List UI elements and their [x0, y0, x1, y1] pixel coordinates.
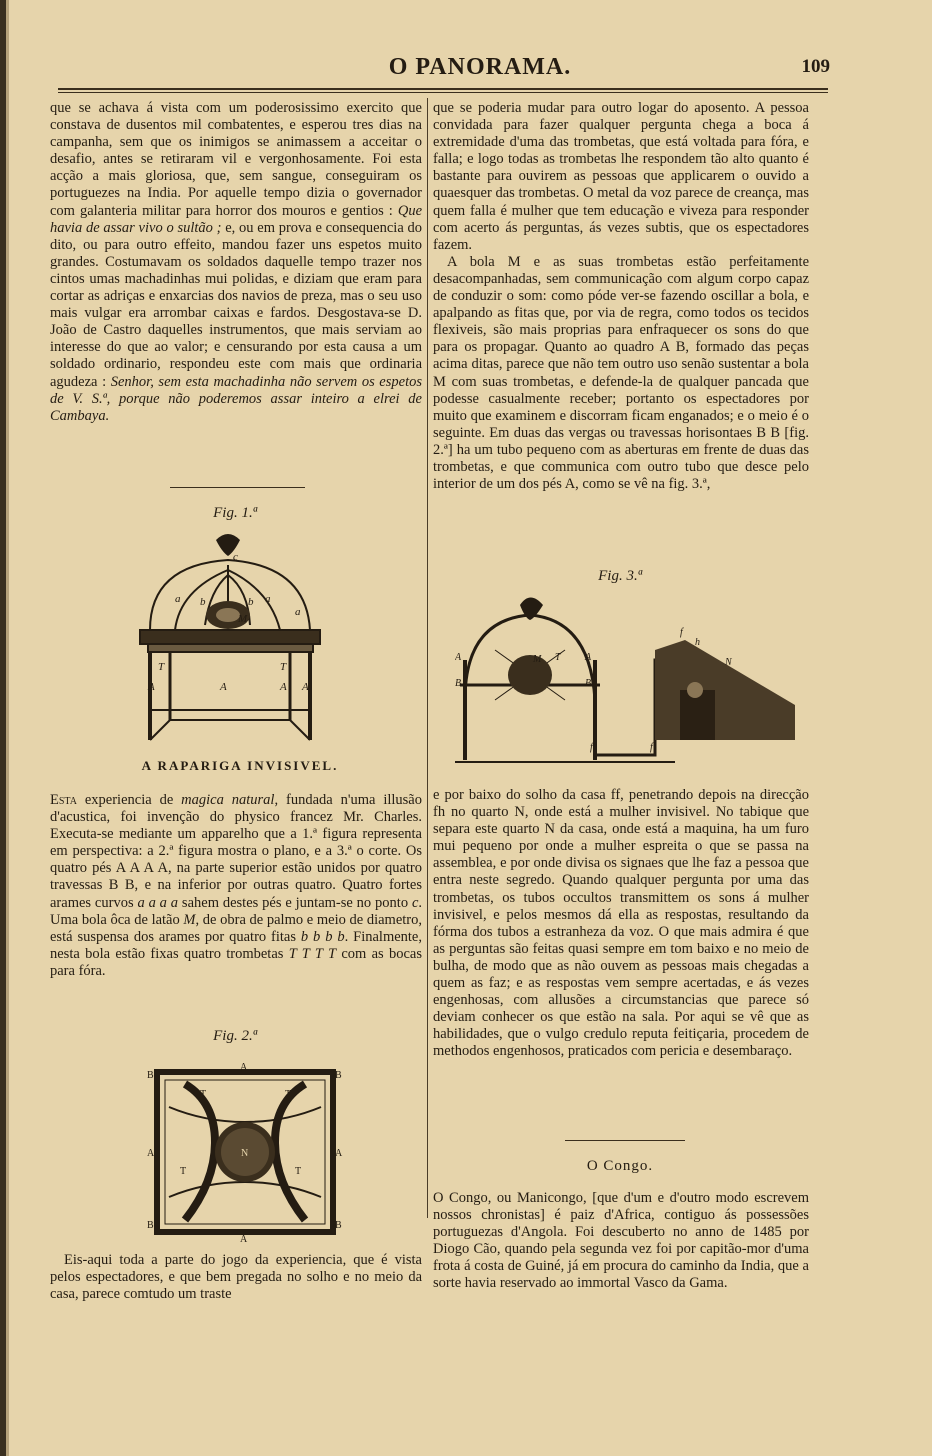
fig3-label-b1: B [455, 678, 462, 689]
right-paragraph-2: A bola M e as suas trombetas estão perfeitamente desacompanhadas, sem communicação com algum corpo capaz de conduzir o som: como póde ver-se fazendo oscillar a bola, e apalpando as fitas que, por via de regra, como todos os tecidos flexiveis, são mais proprias para enfraquecer os sons do que para os propagar. Quanto ao quadro A B, formado das peças acima ditas, parece que não tem outro uso senão sustentar a bola M com suas trombetas, e defende-la de qualquer pancada que podesse casualmente receber; portanto os espectadores por muito que examinem e discorram ficam enganados; e o meio é o seguinte. Em duas das vergas ou travessas horisontaes B B [fig. 2.ª] ha um tubo pequeno com as aberturas em frente de duas das trombetas, e que communica com outro tubo que desce pelo interior de um dos pés A, como se vê na fig. 3.ª, [433, 253, 809, 493]
fig3-label-a2: A [585, 652, 592, 663]
body-italic-4: M [183, 911, 196, 928]
intro-text-2: e, ou em prova e consequencia do dito, ou para outro effeito, mandou fazer uns espetos muito grandes. Costumavam os soldados daquelle tempo trazer nos cintos umas machadinhas mui polidas, e diziam que eram para cortar as adriças e enxarcias dos navios de preza, mas o seu uso mais vulgar era arrombar caixas e fardos. Desgostava-se D. João de Castro daquelles instrumentos, que mais serviam ao interesse do que ao valor; e censurando por esta causa a um soldado ordinario, respondeu este com mais que ordinaria agudeza : [50, 219, 423, 390]
fig1-label-b1: b [200, 596, 206, 608]
fig3-label-f1: f [590, 742, 593, 753]
body-text-4: . Uma bola ôca de latão [50, 894, 423, 928]
left-closing-text [50, 1252, 422, 1303]
intro-text-1: que se achava á vista com um poderosissimo exercito que constava de dusentos mil combatentes, e esperou tres dias na campanha, sem que os inimigos se animassem a acceitar o desafio, antes se retiraram vil e vergonhosamente. Foi esta acção a mais gloriosa, que, sem sangue, conseguiram os portuguezes na India. Por aquelle tempo dizia o governador com galanteria militar para horror dos mouros e gentios : [50, 100, 422, 219]
left-intro-text [50, 100, 422, 425]
fig2-illustration [145, 1062, 345, 1242]
fig1-label-a5: A [220, 681, 227, 693]
fig2-label-b-tr: B [335, 1070, 342, 1081]
closing-paragraph: Eis-aqui toda a parte do jogo da experiencia, que é vista pelos espectadores, e que bem pregada no solho e no meio da casa, parece comtudo um traste [50, 1252, 422, 1303]
fig3-label-h: h [695, 637, 700, 648]
fig3-label-f3: f [650, 742, 653, 753]
section-title-congo: O Congo. [586, 1158, 654, 1174]
fig2-label-t3: T [180, 1166, 187, 1177]
left-body-text [50, 792, 422, 980]
right-congo-text [433, 1190, 809, 1293]
fig1-caption: Fig. 1.ª [213, 505, 257, 521]
fig3-label-f2: f [680, 627, 683, 638]
book-spine-edge [6, 0, 9, 1456]
right-paragraph-3: e por baixo do solho da casa ff, penetrando depois na direcção fh no quarto N, onde está a mulher invisivel. No tabique que separa este quarto N da casa, onde está a maquina, ha um furo mui pequeno por onde a mulher espreita o que se passa na assemblea, e por onde divisa os signaes que lhe faz a pessoa que entra neste segredo. Quando qualquer pergunta por uma das trombetas, os tubos occultos transmittem os sons á mulher invisivel, e pelos mesmos dá ella as respostas, resultando da fórma dos tubos a estranheza da voz. O que mais admira é que as perguntas são feitas quasi sempre em tom baixo e no meio de bulha, de modo que as não ouvem as pessoas mais chegadas a quem as faz; e as respostas vem sempre acertadas, e ás vezes engenhosas, com allusões a circumstancias que parece só deviam conhecer os que estão na sala. Por aqui se vê que as habilidades, que o vulgo credulo reputa feitiçaria, procedem de methodos engenhosos, praticados com pericia e desembaraço. [433, 787, 809, 1060]
right-upper-text [433, 100, 809, 493]
body-italic-2: a a a a [137, 894, 179, 911]
column-separator [427, 98, 428, 1218]
page-number: 109 [801, 56, 830, 77]
fig1-label-m: M [238, 613, 248, 625]
fig3-illustration [455, 590, 805, 770]
body-italic-3: c [411, 894, 419, 911]
body-text-6: . Finalmente, nesta bola estão fixas quatro trombetas [50, 928, 422, 962]
right-paragraph-4: O Congo, ou Manicongo, [que d'um e d'outro modo escrevem nossos chronistas] é paiz d'Africa, contiguo ás possessões portuguezas d'Angola. Foi descuberto no anno de 1485 por Diogo Cão, quando pela segunda vez foi por capitão-mor d'uma frota á costa de Guiné, já em procura do caminho da India, que a sorte havia reservado ao immortal Vasco da Gama. [433, 1190, 809, 1292]
fig1-label-t2: T [280, 661, 287, 673]
fig1-label-a7: A [302, 681, 309, 693]
body-italic-5: b b b b [300, 928, 345, 945]
body-lead-word: Esta [50, 792, 77, 808]
fig2-label-a-bottom: A [240, 1234, 248, 1242]
body-text-1: experiencia de [76, 792, 182, 808]
fig1-label-a3: a [295, 606, 301, 618]
fig2-label-b-br: B [335, 1220, 342, 1231]
fig3-label-t: T [555, 652, 561, 663]
fig2-label-t2: T [285, 1089, 292, 1100]
body-italic-6: T T T T [288, 945, 337, 962]
fig2-label-n: N [241, 1148, 249, 1159]
body-text-7: com as bocas para fóra. [50, 945, 422, 979]
fig1-label-b2: b [248, 596, 254, 608]
fig2-label-t4: T [295, 1166, 302, 1177]
intro-reply: Senhor, sem esta machadinha não servem os espetos de V. S.ª, porque não poderemos assar inteiro a elrei de Cambaya. [50, 373, 422, 424]
fig2-label-t1: T [200, 1089, 207, 1100]
congo-divider [565, 1140, 685, 1141]
fig2-label-b-tl: B [147, 1070, 154, 1081]
fig3-label-a1: A [455, 652, 462, 663]
right-paragraph-1: que se poderia mudar para outro logar do aposento. A pessoa convidada para fazer qualquer pergunta chega a boca á extremidade d'uma das trombetas, que está voltada para fóra, e falla; e logo todas as trombetas lhe respondem tão alto quanto é bastante para ouvirem as pessoas que applicarem o ouvido a quaesquer das trombetas. O metal da voz parece de creança, mas quem falla é mulher que tem educação e viveza para responder com acerto ás perguntas, ás vezes subtis, que os espectadores fazem. [433, 100, 809, 253]
fig1-label-a2: a [265, 593, 271, 605]
fig3-label-n: N [725, 657, 732, 668]
body-text-2: , fundada n'uma illusão d'acustica, foi invenção do physico francez Mr. Charles. Executa-se mediante um apparelho que a 1.ª figura representa em perspectiva: a 2.ª figura mostra o plano, e a 3.ª o corte. Os quatro pés A A A A, na parte superior estão unidos por quatro travessas B B, e na inferior por outras quatro. Quatro fortes arames curvos [50, 792, 422, 911]
fig2-label-a-right: A [335, 1148, 343, 1159]
fig1-illustration [130, 530, 330, 750]
section-divider [170, 487, 305, 488]
page-header [60, 54, 830, 82]
journal-title: O PANORAMA. [388, 54, 572, 80]
fig3-caption: Fig. 3.ª [598, 568, 642, 584]
fig3-label-m: M [533, 654, 542, 665]
fig2-label-a-top: A [240, 1062, 248, 1073]
fig1-label-a4: A [148, 681, 155, 693]
intro-quote: Que havia de assar vivo o sultão ; [50, 202, 423, 236]
fig1-label-t1: T [158, 661, 165, 673]
header-rule-thin [58, 92, 828, 93]
fig1-label-a1: a [175, 593, 181, 605]
article-headline: A RAPARIGA INVISIVEL. [141, 758, 339, 773]
fig2-label-a-left: A [147, 1148, 155, 1159]
body-italic-1: magica natural [181, 792, 275, 808]
right-lower-text [433, 787, 809, 1061]
fig1-label-c: c [233, 551, 238, 563]
header-rule [58, 88, 828, 90]
body-text-5: , de obra de palmo e meio de diametro, está suspensa dos arames por quatro fitas [50, 911, 423, 945]
fig1-label-a6: A [280, 681, 287, 693]
fig2-caption: Fig. 2.ª [213, 1028, 257, 1044]
fig2-label-b-bl: B [147, 1220, 154, 1231]
body-text-3: sahem destes pés e juntam-se no ponto [178, 894, 412, 911]
fig3-label-b2: B [585, 678, 592, 689]
